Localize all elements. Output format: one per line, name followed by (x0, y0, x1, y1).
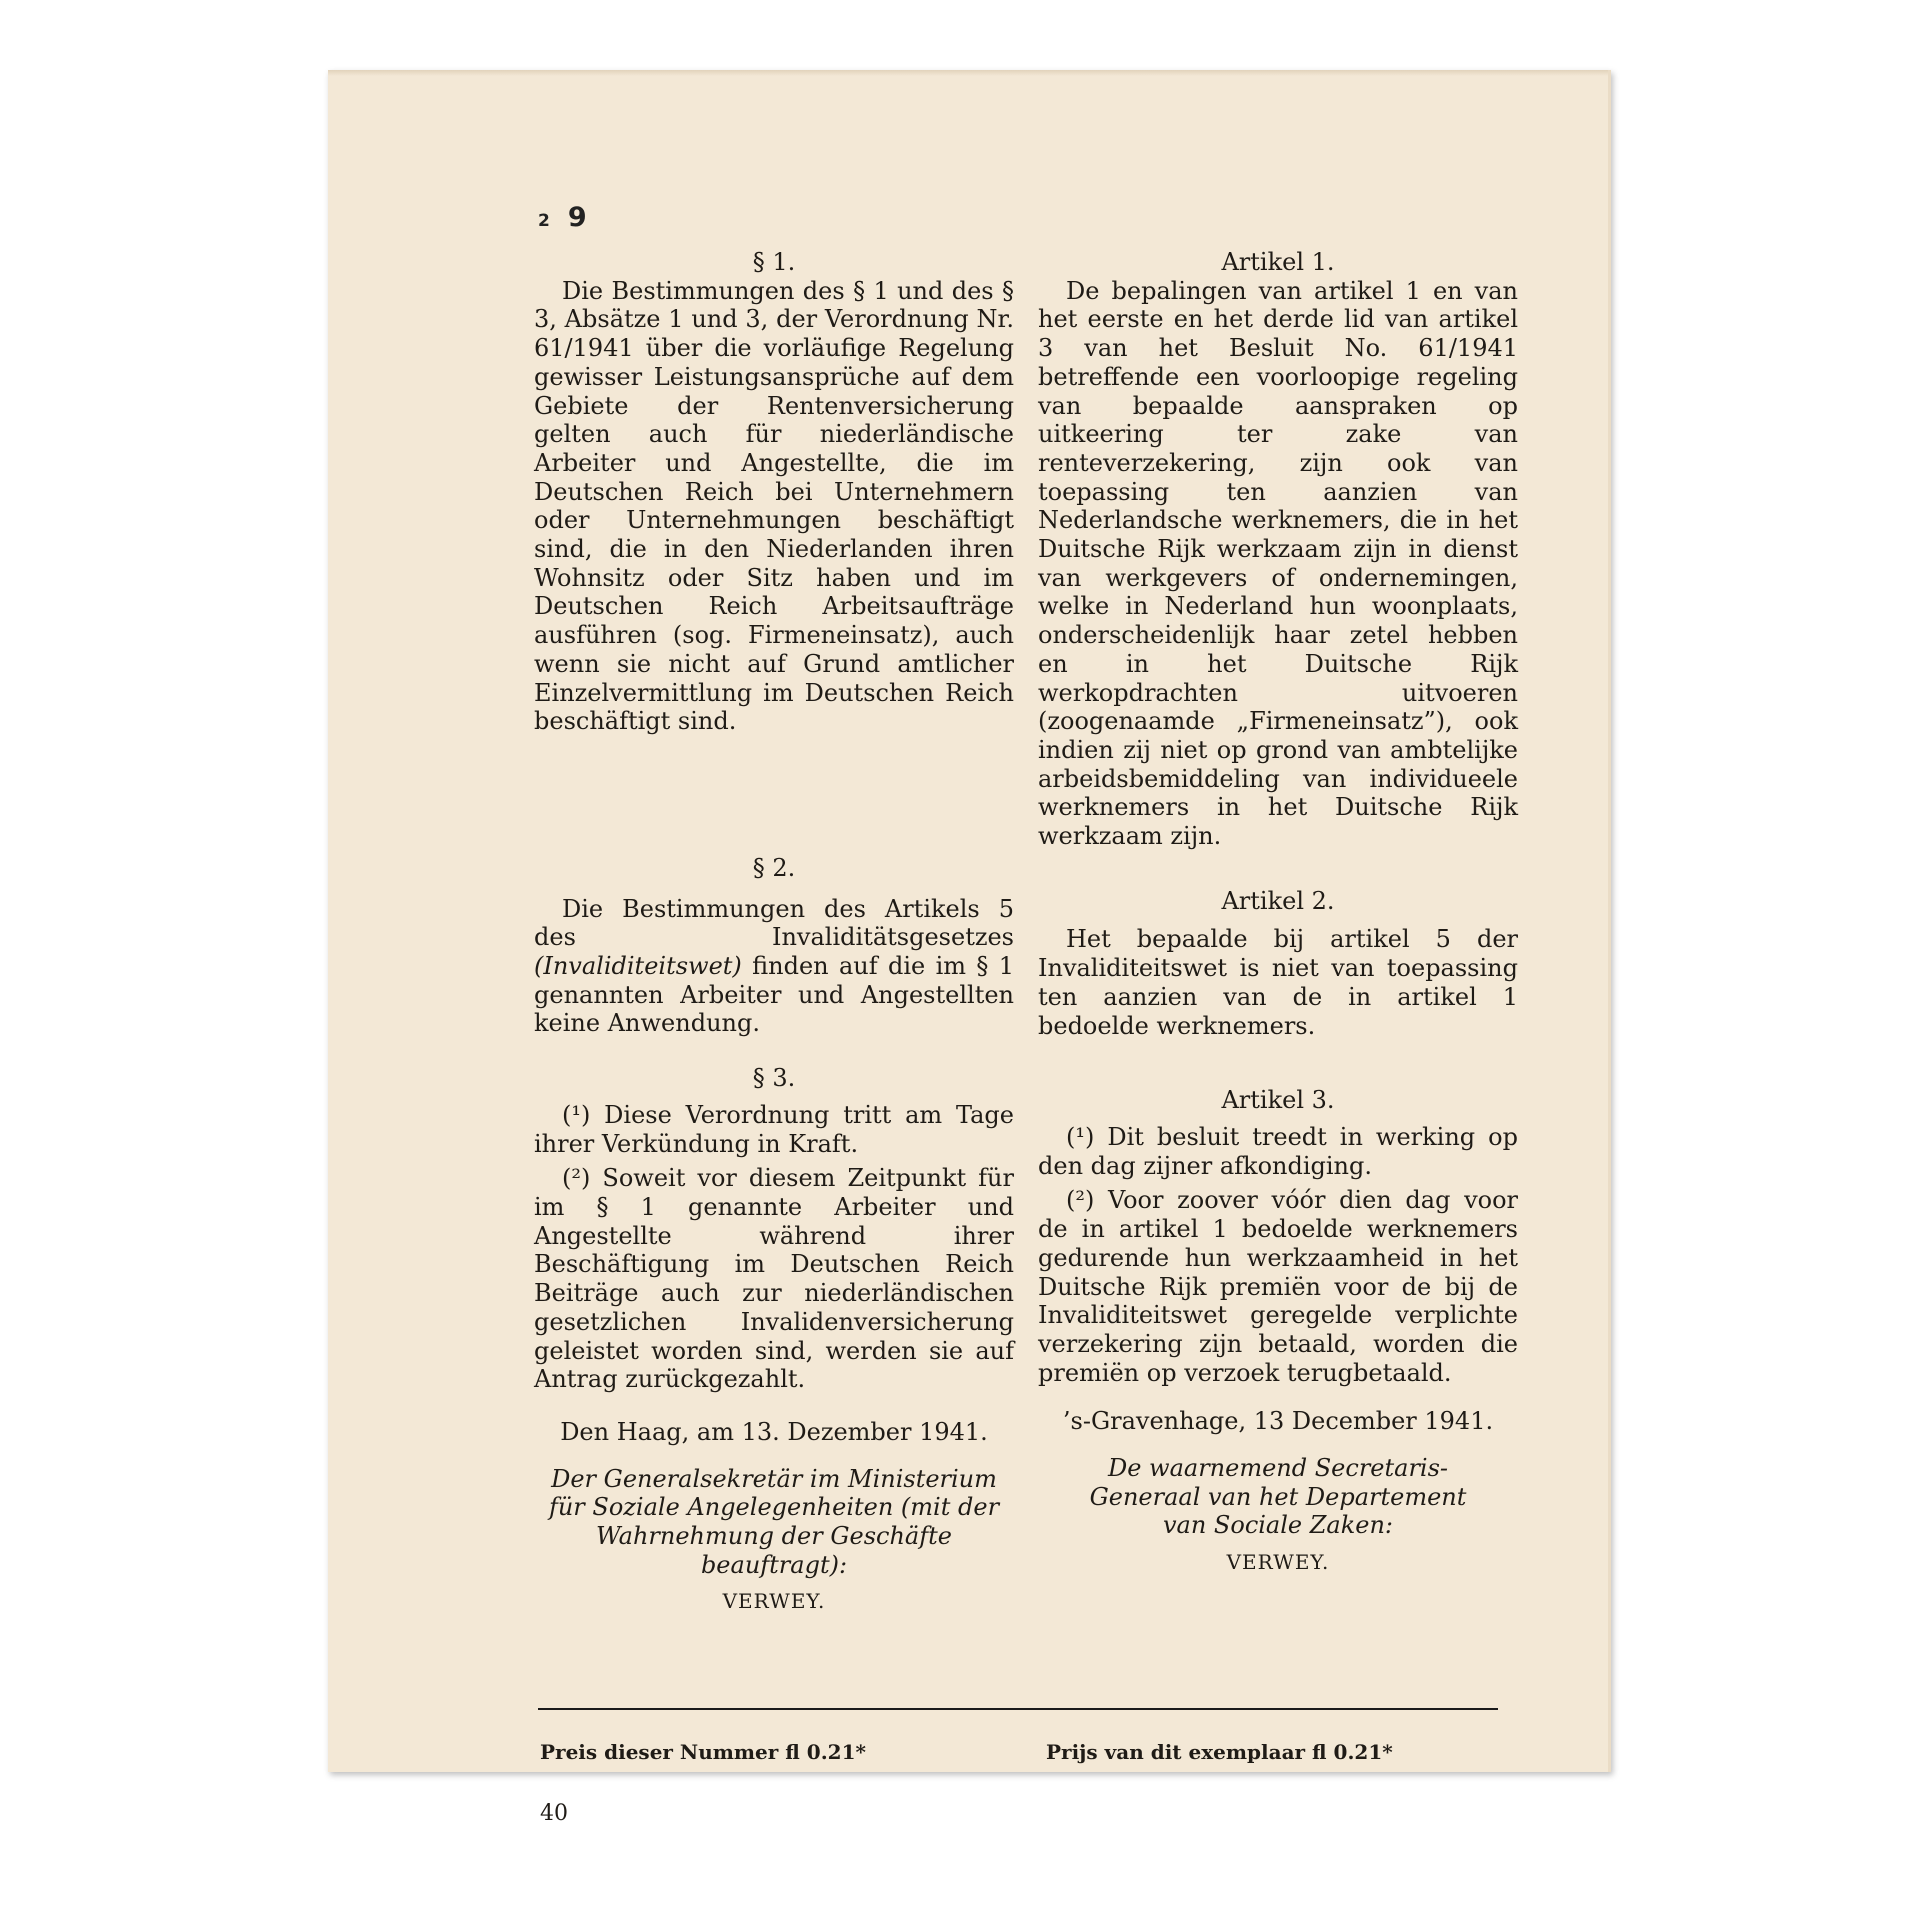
signer-german: VERWEY. (722, 1589, 826, 1614)
section-2-heading: § 2. (752, 853, 796, 882)
article-2-text: Het bepaalde bij artikel 5 der Invaliditeitswet is niet van toepassing ten aanzien van de in artikel 1 bedoelde werknemers. (1038, 925, 1518, 1040)
section-1-text: Die Bestimmungen des § 1 und des § 3, Absätze 1 und 3, der Verordnung Nr. 61/1941 über die vorläufige Regelung gewisser Leistungsansprüche auf dem Gebiete der Rentenversicherung gelten auch für niederländische Arbeiter und Angestellte, die im Deutschen Reich bei Unternehmern oder Unternehmungen beschäftigt sind, die in den Niederlanden ihren Wohnsitz oder Sitz haben und im Deutschen Reich Arbeitsaufträge ausführen (sog. Firmeneinsatz), auch wenn sie nicht auf Grund amtlicher Einzelvermittlung im Deutschen Reich beschäftigt sind. (534, 276, 1014, 736)
section-3-paragraph-1: (¹) Diese Verordnung tritt am Tage ihrer Verkündung in Kraft. (534, 1100, 1014, 1158)
article-2-heading: Artikel 2. (1221, 886, 1335, 915)
section-3-paragraph-2: (²) Soweit vor diesem Zeitpunkt für im § 1 genannte Arbeiter und Angestellte während ihrer Beschäftigung im Deutschen Reich Beiträge auch zur niederländischen gesetzlichen Invalidenversicherung geleistet worden sind, werden sie auf Antrag zurückgezahlt. (534, 1164, 1014, 1394)
header-mark-small: 2 (538, 211, 550, 231)
footer-rule (538, 1708, 1498, 1710)
article-3-paragraph-2: (²) Voor zoover vóór dien dag voor de in artikel 1 bedoelde werknemers gedurende hun werkzaamheid in het Duitsche Rijk premiën voor de bij de Invaliditeitswet geregelde verplichte verzekering zijn betaald, worden die premiën op verzoek terugbetaald. (1038, 1186, 1518, 1387)
dutch-column (1038, 248, 1518, 1577)
article-3-heading: Artikel 3. (1221, 1086, 1335, 1115)
article-3-paragraph-1: (¹) Dit besluit treedt in werking op den dag zijner afkondiging. (1038, 1122, 1518, 1180)
section-2-text-a: Die Bestimmungen des Artikels 5 des Invaliditätsgesetzes (534, 894, 1014, 952)
article-1-text: De bepalingen van artikel 1 en van het eerste en het derde lid van artikel 3 van het Besluit No. 61/1941 betreffende een voorloopige regeling van bepaalde aanspraken op uitkeering ter zake van renteverzekering, zijn ook van toepassing ten aanzien van Nederlandsche werknemers, die in het Duitsche Rijk werkzaam zijn in dienst van werkgevers of ondernemingen, welke in Nederland hun woonplaats, onderscheidenlijk haar zetel hebben en in het Duitsche Rijk werkopdrachten uitvoeren (zoogenaamde „Firmeneinsatz”), ook indien zij niet op grond van ambtelijke arbeidsbemiddeling van individueele werknemers in het Duitsche Rijk werkzaam zijn. (1038, 276, 1518, 851)
place-date-dutch: ’s-Gravenhage, 13 December 1941. (1062, 1407, 1494, 1436)
header-mark-big: 9 (567, 202, 587, 233)
signature-role-german: Der Generalsekretär im Ministerium für Soziale Angelegenheiten (mit der Wahrnehmung der Geschäfte beauftragt): (548, 1464, 1000, 1579)
signer-dutch: VERWEY. (1226, 1550, 1330, 1575)
page-top-edge (328, 70, 1608, 76)
section-1-heading: § 1. (752, 248, 796, 276)
section-2-text (534, 895, 1014, 1039)
document-page (328, 70, 1611, 1826)
page-number: 40 (540, 1801, 568, 1826)
page-header-mark (538, 202, 587, 233)
price-german: Preis dieser Nummer fl 0.21* (540, 1740, 866, 1764)
signature-role-dutch: De waarnemend Secretaris-Generaal van het Departement van Sociale Zaken: (1089, 1454, 1467, 1540)
place-date-german: Den Haag, am 13. Dezember 1941. (560, 1417, 988, 1446)
article-1-heading: Artikel 1. (1221, 248, 1335, 276)
section-2-text-b: finden auf die im § 1 genannten Arbeiter und Angestellten keine Anwendung. (534, 952, 1014, 1038)
section-3-heading: § 3. (752, 1064, 796, 1093)
price-dutch: Prijs van dit exemplaar fl 0.21* (1046, 1740, 1393, 1764)
german-column (534, 248, 1014, 1616)
section-2-text-italic: (Invaliditeitswet) (534, 952, 742, 981)
